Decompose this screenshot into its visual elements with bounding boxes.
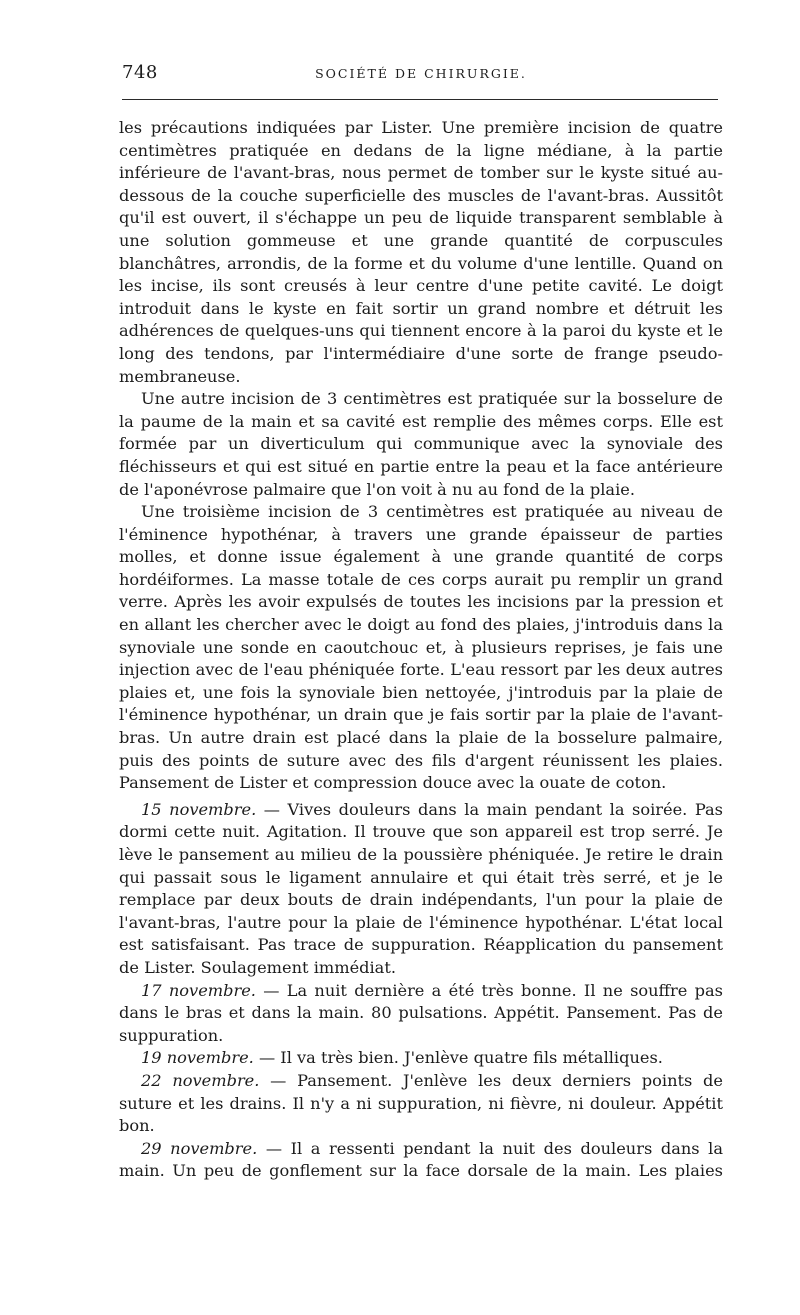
entry-text: — Il a ressenti pendant la nuit des douleurs dans la main. Un peu de gonflement sur la face dorsale de la main. Les plaies <box>119 1138 723 1181</box>
entry-text: — Pansement. J'enlève les deux derniers points de suture et les drains. Il n'y a ni suppuration, ni fièvre, ni douleur. Appétit bon. <box>119 1070 724 1136</box>
paragraph-second-incision: Une autre incision de 3 centimètres est pratiquée sur la bosselure de la paume de la main et sa cavité est remplie des mêmes corps. Elle est formée par un diverticulum qui communique avec la synoviale des fléchisseurs et qui est situé en partie entre la peau et la face antérieure de l'aponévrose palmaire que l'on voit à nu au fond de la plaie. <box>119 389 723 499</box>
paragraph-third-incision: Une troisième incision de 3 centimètres est pratiquée au niveau de l'éminence hypothénar, à travers une grande épaisseur de parties molles, et donne issue également à une grande quantité de corps hordéiformes. La masse totale de ces corps aurait pu remplir un grand verre. Après les avoir expulsés de toutes les incisions par la pression et en allant les chercher avec le doigt au fond des plaies, j'introduis dans la synoviale une sonde en caoutchouc et, à plusieurs reprises, je fais une injection avec de l'eau phéniquée forte. L'eau ressort par les deux autres plaies et, une fois la synoviale bien nettoyée, j'introduis par la plaie de l'éminence hypothénar, un drain que je fais sortir par la plaie de l'avant-bras. Un autre drain est placé dans la plaie de la bosselure palmaire, puis des points de suture avec des fils d'argent réunissent les plaies. Pansement de Lister et compression douce avec la ouate de coton. <box>119 502 723 793</box>
entry-text: — Vives douleurs dans la main pendant la soirée. Pas dormi cette nuit. Agitation. Il trouve que son appareil est trop serré. Je lève le pansement au milieu de la poussière phéniquée. Je retire le drain qui passait sous le ligament annulaire et qui était très serré, et je le remplace par deux bouts de drain indépendants, l'un pour la plaie de l'avant-bras, l'autre pour la plaie de l'éminence hypothénar. L'état local est satisfaisant. Pas trace de suppuration. Réapplication du pansement de Lister. Soulagement immédiat. <box>119 799 723 977</box>
entry-text: — Il va très bien. J'enlève quatre fils métalliques. <box>253 1048 663 1068</box>
entry-22-novembre <box>119 1070 723 1138</box>
entry-date: 15 novembre. <box>141 799 257 819</box>
entry-17-novembre <box>119 980 723 1048</box>
entry-15-novembre <box>119 799 723 980</box>
page-header <box>122 62 720 92</box>
entry-date: 22 novembre. <box>141 1070 260 1090</box>
entry-date: 29 novembre. <box>141 1138 258 1158</box>
running-head: SOCIÉTÉ DE CHIRURGIE. <box>315 66 527 81</box>
header-rule <box>122 99 718 100</box>
paragraph-continuation: les précautions indiquées par Lister. Une première incision de quatre centimètres pratiquée en dedans de la ligne médiane, à la partie inférieure de l'avant-bras, nous permet de tomber sur le kyste situé au-dessous de la couche superficielle des muscles de l'avant-bras. Aussitôt qu'il est ouvert, il s'échappe un peu de liquide transparent semblable à une solution gommeuse et une grande quantité de corpuscules blanchâtres, arrondis, de la forme et du volume d'une lentille. Quand on les incise, ils sont creusés à leur centre d'une petite cavité. Le doigt introduit dans le kyste en fait sortir un grand nombre et détruit les adhérences de quelques-uns qui tiennent encore à la paroi du kyste et le long des tendons, par l'intermédiaire d'une sorte de frange pseudo-membraneuse. <box>119 118 723 386</box>
body-text <box>119 117 723 1183</box>
entry-19-novembre <box>119 1047 723 1070</box>
entry-date: 17 novembre. <box>141 980 256 1000</box>
entry-29-novembre <box>119 1138 723 1183</box>
entry-text: — La nuit dernière a été très bonne. Il ne souffre pas dans le bras et dans la main. 80 pulsations. Appétit. Pansement. Pas de suppuration. <box>119 980 723 1045</box>
page-number: 748 <box>122 62 158 83</box>
entry-date: 19 novembre. <box>141 1048 254 1068</box>
